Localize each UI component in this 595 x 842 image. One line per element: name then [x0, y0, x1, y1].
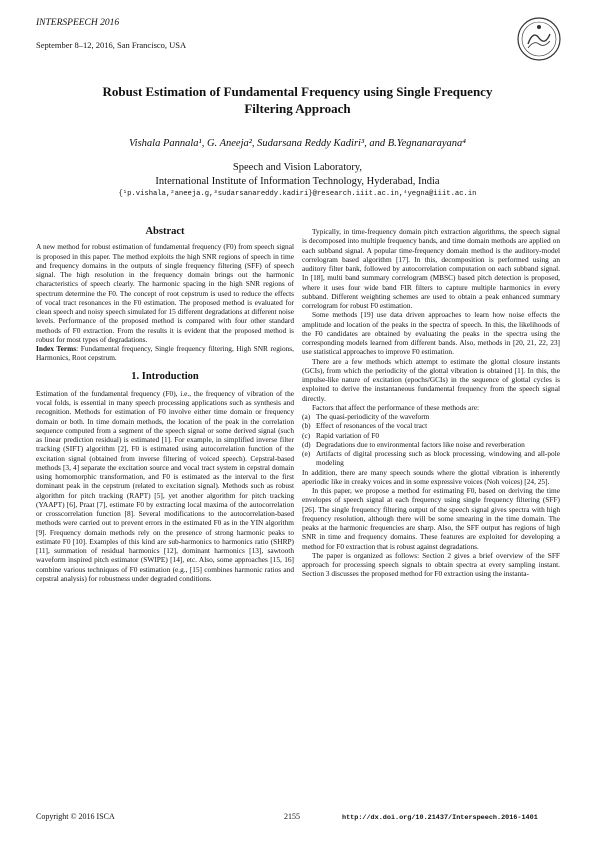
- affiliation-line-2: International Institute of Information Technology, Hyderabad, India: [155, 176, 440, 187]
- list-item-label: (b): [302, 421, 311, 431]
- list-item-label: (e): [302, 449, 311, 458]
- list-item-label: (a): [302, 412, 311, 421]
- list-item-text: The quasi-periodicity of the waveform: [316, 412, 430, 421]
- index-terms-label: Index Terms: [36, 344, 77, 353]
- abstract-body: A new method for robust estimation of fundamental frequency (F0) from speech signal is proposed in this paper. The method exploits the high SNR regions of speech in time and frequency domains in the outputs of single frequency filtering (SFF) of speech signal. The high resolution in the frequency domain brings out the harmonic characteristics of speech clearly. The harmonic spacing in the high SNR regions of spectrum determine the F0. The concept of root cepstrum is used to reduce the effects of vocal tract resonances in the F0 estimation. The proposed method is evaluated for clean speech and noisy speech simulated for 15 different degradations at different noise levels. Performance of the proposed method is compared with four other standard methods of F0 extraction. From the results it is evident that the proposed method is robust for most types of degradations.: [36, 242, 294, 344]
- intro-paragraph-7: In this paper, we propose a method for estimating F0, based on deriving the time envelopes of speech signal at each frequency using single frequency filtering (SFF) [26]. The single frequency filtering output of the speech signal gives spectra with high frequency resolution, although there will be some smearing in the time domain. The peaks at the harmonic frequencies are sharp. Also, the SFF output has regions of high SNR in time and frequency domains. These features are exploited for developing a method for F0 extraction that is robust against degradations.: [302, 486, 560, 551]
- list-item: [302, 412, 560, 421]
- intro-paragraph-6: In addition, there are many speech sounds where the glottal vibration is inherently aperiodic like in creaky voices and in some expressive voices (Noh voices) [24, 25].: [302, 467, 560, 486]
- title-line-1: Robust Estimation of Fundamental Frequency using Single Frequency: [102, 84, 493, 99]
- list-item: [302, 421, 560, 430]
- list-item: [302, 440, 560, 449]
- factors-list: [302, 412, 560, 468]
- affiliation: [0, 161, 595, 189]
- intro-paragraph-5: Factors that affect the performance of these methods are:: [312, 402, 480, 412]
- doi-link[interactable]: http://dx.doi.org/10.21437/Interspeech.2016-1401: [342, 814, 538, 822]
- affiliation-line-1: Speech and Vision Laboratory,: [232, 162, 363, 173]
- conference-name: INTERSPEECH 2016: [36, 18, 120, 28]
- list-item-text: Artifacts of digital processing such as block processing, windowing and all-pole modeling: [316, 449, 560, 468]
- intro-paragraph-3: Some methods [19] use data driven approaches to learn how noise effects the amplitude and location of the peaks in the spectra of speech. In this, the likelihoods of the F0 candidates are obtained by evaluating the peaks in the spectra using the corresponding models learned from different bands. Also, methods in [20, 21, 22, 23] use statistical approaches to improve F0 estimation.: [302, 310, 560, 357]
- section-heading-introduction: 1. Introduction: [131, 370, 199, 382]
- left-column: [36, 227, 294, 583]
- title-line-2: Filtering Approach: [244, 101, 351, 116]
- author-list: Vishala Pannala¹, G. Aneeja², Sudarsana Reddy Kadiri³, and B.Yegnanarayana⁴: [129, 138, 466, 149]
- index-terms-text: : Fundamental frequency, Single frequency filtering, High SNR regions, Harmonics, Root cepstrum.: [36, 344, 294, 363]
- list-item-text: Rapid variation of F0: [316, 430, 380, 440]
- intro-paragraph-8: The paper is organized as follows: Section 2 gives a brief overview of the SFF approach for processing speech signals to obtain spectra at every sampling instant. Section 3 discusses the proposed method for F0 extraction using the instanta-: [302, 550, 560, 579]
- list-item-text: Degradations due to environmental factors like noise and reverberation: [316, 439, 525, 449]
- intro-paragraph-4: There are a few methods which attempt to estimate the glottal closure instants (GCIs), from which the periodicity of the glottal vibration is obtained [1]. In this, the impulse-like nature of excitation (epochs/GCIs) in the sequence of glottal cycles is exploited to derive the instantaneous fundamental frequency from the speech signal directly.: [302, 356, 560, 403]
- right-column: [302, 227, 560, 579]
- author-emails: {¹p.vishala,²aneeja.g,³sudarsanareddy.kadiri}@research.iiit.ac.in,⁴yegna@iiit.ac.in: [118, 190, 477, 198]
- index-terms: [36, 344, 294, 363]
- list-item-label: (d): [302, 439, 311, 449]
- intro-paragraph-1: Estimation of the fundamental frequency (F0), i.e., the frequency of vibration of the vocal folds, is essential in many speech processing applications such as synthesis and recognition. Methods for estimation of F0 involve either time domain or frequency domain or both. In time domain methods, the location of the peak in the correlation sequence computed from a segment of the speech signal or some derived signal (such as linear prediction residual) is estimated [1]. For example, in simplified inverse filter tracking (SIFT) algorithm [2], F0 is estimated using autocorrelation function of the excitation signal (obtained from inverse filtering of voiced speech). Cepstral-based methods [3, 4] separate the excitation source and vocal tract system in cepstral domain using homomorphic transformation, and F0 is estimated as the interval to the first dominant peak in the cepstrum (related to excitation signal). Methods such as robust algorithm for pitch tracking (RAPT) [5], yet another algorithm for pitch tracking (YAAPT) [6], Praat [7], estimate F0 by extracting local maxima of the autocorrelation or crosscorrelation function [8]. Several modifications to the autocorrelation-based methods were carried out to prevent errors in the estimated F0 as in the YIN algorithm [9]. Frequency domain methods rely on the presence of strong harmonic peaks to estimate F0 [10]. Examples of this kind are sub-harmonics to harmonics ratio (SHRP) [11], summation of residual harmonics [12], dominant harmonics [13], sawtooth waveform inspired pitch estimator (SWIPE) [14], etc. Also, some approaches [15, 16] combine various techniques of F0 estimation (e.g., [15] combines harmonic ratios and cepstral analysis) for robustness under degraded conditions.: [36, 388, 294, 583]
- list-item: [302, 449, 560, 468]
- page-number: 2155: [284, 812, 300, 821]
- list-item: [302, 431, 560, 440]
- list-item-text: Effect of resonances of the vocal tract: [316, 421, 428, 431]
- conference-dates: September 8–12, 2016, San Francisco, USA: [36, 40, 187, 50]
- intro-paragraph-2: Typically, in time-frequency domain pitch extraction algorithms, the speech signal is decomposed into multiple frequency bands, and time domain methods are applied on each subband signal. A popular time-frequency domain method is the auditory-model correlogram based algorithm [17]. In this, decomposition is performed using an auditory filter bank, followed by autocorrelation computation on each subband signal. In [18], multi band summary correlogram (MBSC) based pitch detection is proposed, where it uses four wide band FIR filters to capture multiple harmonics in every subband. Different weighting schemes are used to obtain a peak enhanced summary correlogram for robust F0 estimation.: [302, 227, 560, 310]
- interspeech-logo-icon: [516, 16, 562, 62]
- abstract-heading: Abstract: [145, 226, 185, 237]
- list-item-label: (c): [302, 430, 311, 440]
- copyright-notice: Copyright © 2016 ISCA: [36, 812, 115, 821]
- paper-title: [0, 83, 595, 117]
